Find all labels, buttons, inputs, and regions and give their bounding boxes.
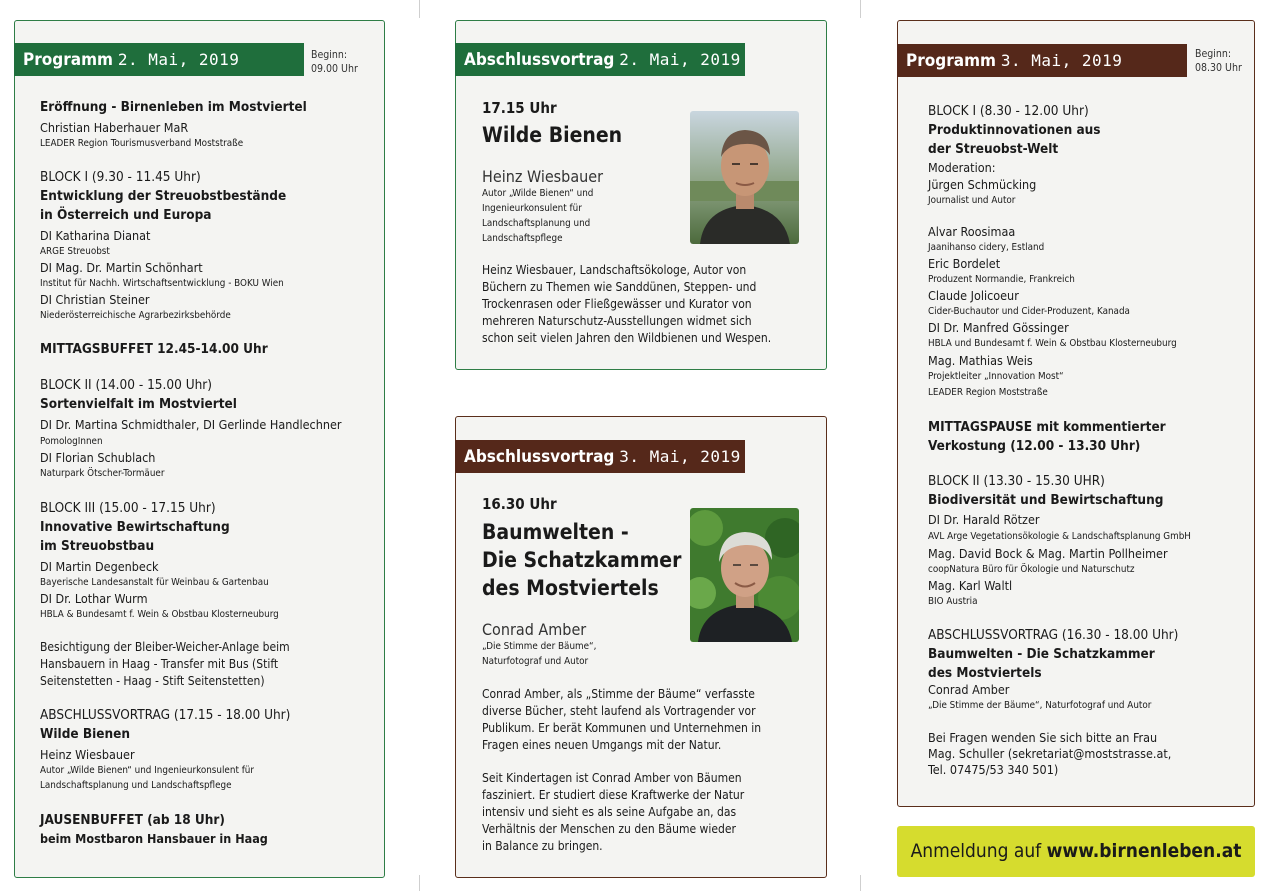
talk-description: Heinz Wiesbauer, Landschaftsökologe, Autor von (482, 263, 747, 277)
program-day2-header (897, 44, 1187, 77)
fold-mark (860, 875, 861, 891)
block-title: Entwicklung der Streuobstbestände (40, 188, 287, 204)
speaker-role: Autor „Wilde Bienen“ und (482, 188, 594, 199)
header-label: Programm (906, 51, 996, 71)
lunch-break: Verkostung (12.00 - 13.30 Uhr) (928, 438, 1141, 454)
speaker-org: Jaanihanso cidery, Estland (928, 242, 1045, 253)
speaker-org: Landschaftsplanung und Landschaftspflege (40, 780, 232, 791)
contact-email[interactable]: Mag. Schuller (sekretariat@moststrasse.at, (928, 746, 1172, 761)
block-title: in Österreich und Europa (40, 207, 212, 223)
beginn-label: Beginn: (1195, 48, 1232, 60)
speaker-org: HBLA & Bundesamt f. Wein & Obstbau Klosterneuburg (40, 609, 279, 620)
block-time: BLOCK III (15.00 - 17.15 Uhr) (40, 500, 216, 516)
speaker-name: Heinz Wiesbauer (40, 747, 135, 762)
speaker-org: Projektleiter „Innovation Most“ (928, 371, 1064, 382)
speaker-name: DI Christian Steiner (40, 292, 150, 307)
speaker-org: Autor „Wilde Bienen“ und Ingenieurkonsulent für (40, 765, 254, 776)
contact-phone: Tel. 07475/53 340 501) (928, 762, 1059, 777)
talk-description: Seit Kindertagen ist Conrad Amber von Bäumen (482, 771, 742, 785)
talk-description: in Balance zu bringen. (482, 839, 603, 853)
talk-description: Büchern zu Themen wie Sanddünen, Steppen- und (482, 280, 757, 294)
speaker-name: Conrad Amber (928, 682, 1010, 697)
talk2-header (455, 440, 745, 473)
beginn-day2 (1195, 47, 1242, 75)
talk-description: mehreren Naturschutz-Ausstellungen widmet sich (482, 314, 752, 328)
block-title: der Streuobst-Welt (928, 141, 1059, 157)
block-title: Sortenvielfalt im Mostviertel (40, 396, 237, 412)
block-time: BLOCK I (9.30 - 11.45 Uhr) (40, 169, 201, 185)
speaker-org: LEADER Region Tourismusverband Moststraße (40, 138, 244, 149)
talk-description: Verhältnis der Menschen zu den Bäume wieder (482, 822, 736, 836)
speaker-name: DI Dr. Lothar Wurm (40, 591, 148, 606)
talk-title: des Mostviertels (482, 576, 659, 600)
closing-title: Baumwelten - Die Schatzkammer (928, 646, 1155, 662)
speaker-org: AVL Arge Vegetationsökologie & Landschaftsplanung GmbH (928, 531, 1191, 542)
speaker-name: Mag. Karl Waltl (928, 578, 1013, 593)
speaker-name: DI Dr. Harald Rötzer (928, 512, 1040, 527)
block-title: Innovative Bewirtschaftung (40, 519, 230, 535)
block-title: Produktinnovationen aus (928, 122, 1101, 138)
speaker-name: Mag. Mathias Weis (928, 353, 1033, 368)
speaker-name: Alvar Roosimaa (928, 224, 1016, 239)
beginn-time: 09.00 Uhr (311, 63, 358, 75)
closing-time: ABSCHLUSSVORTRAG (16.30 - 18.00 Uhr) (928, 627, 1179, 643)
speaker-role: Landschaftsplanung und (482, 218, 591, 229)
header-date: 3. Mai, 2019 (1000, 51, 1123, 70)
jause-title: JAUSENBUFFET (ab 18 Uhr) (40, 812, 225, 828)
block-time: BLOCK I (8.30 - 12.00 Uhr) (928, 103, 1089, 119)
speaker-org: „Die Stimme der Bäume“, Naturfotograf und Autor (928, 700, 1152, 711)
speaker-org: Institut für Nachh. Wirtschaftsentwicklung - BOKU Wien (40, 278, 284, 289)
closing-title: des Mostviertels (928, 665, 1042, 681)
speaker-name: Jürgen Schmücking (928, 177, 1037, 192)
speaker-org: PomologInnen (40, 436, 103, 447)
block-time: BLOCK II (13.30 - 15.30 UHR) (928, 473, 1105, 489)
speaker-org: BIO Austria (928, 596, 978, 607)
lunch-break: MITTAGSPAUSE mit kommentierter (928, 419, 1166, 435)
talk1-header (455, 43, 745, 76)
moderation-label: Moderation: (928, 160, 996, 175)
portrait-image (690, 508, 799, 642)
visit-text: Seitenstetten - Haag - Stift Seitenstetten) (40, 674, 265, 688)
speaker-org: ARGE Streuobst (40, 246, 110, 257)
talk-description: diverse Bücher, steht laufend als Vortragender vor (482, 704, 756, 718)
speaker-org: LEADER Region Moststraße (928, 387, 1048, 398)
speaker-photo-amber (690, 508, 799, 642)
block-title: Biodiversität und Bewirtschaftung (928, 492, 1164, 508)
talk-description: Publikum. Er berät Kommunen und Unternehmen in (482, 721, 762, 735)
beginn-label: Beginn: (311, 49, 348, 61)
speaker-name: DI Katharina Dianat (40, 228, 151, 243)
talk-speaker: Heinz Wiesbauer (482, 167, 604, 186)
speaker-name: Mag. David Bock & Mag. Martin Pollheimer (928, 546, 1168, 561)
closing-title: Wilde Bienen (40, 726, 131, 742)
speaker-role: Landschaftspflege (482, 233, 563, 244)
speaker-org: coopNatura Büro für Ökologie und Naturschutz (928, 564, 1135, 575)
speaker-name: DI Florian Schublach (40, 450, 156, 465)
talk-time: 17.15 Uhr (482, 99, 557, 117)
block-title: im Streuobstbau (40, 538, 155, 554)
talk-time: 16.30 Uhr (482, 495, 557, 513)
lunch-break: MITTAGSBUFFET 12.45-14.00 Uhr (40, 341, 268, 357)
speaker-org: Cider-Buchautor und Cider-Produzent, Kanada (928, 306, 1130, 317)
talk-description: intensiv und sieht es als seine Aufgabe an, das (482, 805, 737, 819)
speaker-name: DI Dr. Martina Schmidthaler, DI Gerlinde Handlechner (40, 417, 342, 432)
talk-title: Baumwelten - (482, 520, 629, 544)
talk-description: Fragen eines neuen Umgangs mit der Natur. (482, 738, 722, 752)
jause-subtitle: beim Mostbaron Hansbauer in Haag (40, 831, 268, 846)
talk-description: Conrad Amber, als „Stimme der Bäume“ verfasste (482, 687, 755, 701)
beginn-time: 08.30 Uhr (1195, 62, 1242, 74)
header-label: Abschlussvortrag (464, 447, 615, 467)
opening-title: Eröffnung - Birnenleben im Mostviertel (40, 99, 307, 115)
visit-text: Besichtigung der Bleiber-Weicher-Anlage beim (40, 640, 290, 654)
beginn-day1 (311, 48, 358, 76)
speaker-name: Claude Jolicoeur (928, 288, 1019, 303)
header-label: Programm (23, 50, 113, 70)
visit-text: Hansbauern in Haag - Transfer mit Bus (Stift (40, 657, 279, 671)
speaker-org: Journalist und Autor (928, 195, 1016, 206)
fold-mark (860, 0, 861, 18)
header-date: 2. Mai, 2019 (117, 50, 240, 69)
speaker-name: DI Martin Degenbeck (40, 559, 159, 574)
header-label: Abschlussvortrag (464, 50, 615, 70)
registration-url[interactable]: www.birnenleben.at (1046, 840, 1242, 862)
talk-description: Trockenrasen oder Fließgewässer und Kurator von (482, 297, 752, 311)
talk-description: fasziniert. Er studiert diese Kraftwerke der Natur (482, 788, 745, 802)
speaker-org: Niederösterreichische Agrarbezirksbehörde (40, 310, 231, 321)
speaker-name: DI Dr. Manfred Gössinger (928, 320, 1069, 335)
fold-mark (419, 875, 420, 891)
talk-title: Wilde Bienen (482, 123, 623, 147)
speaker-org: Bayerische Landesanstalt für Weinbau & Gartenbau (40, 577, 269, 588)
talk-title: Die Schatzkammer (482, 548, 682, 572)
block-time: BLOCK II (14.00 - 15.00 Uhr) (40, 377, 213, 393)
speaker-org: HBLA und Bundesamt f. Wein & Obstbau Klosterneuburg (928, 338, 1177, 349)
speaker-role: „Die Stimme der Bäume“, (482, 641, 597, 652)
fold-mark (419, 0, 420, 18)
speaker-name: Eric Bordelet (928, 256, 1001, 271)
speaker-photo-wiesbauer (690, 111, 799, 244)
speaker-org: Naturpark Ötscher-Tormäuer (40, 468, 165, 479)
speaker-name: Christian Haberhauer MaR (40, 120, 189, 135)
closing-time: ABSCHLUSSVORTRAG (17.15 - 18.00 Uhr) (40, 707, 291, 723)
registration-banner[interactable] (897, 826, 1255, 877)
contact-text: Bei Fragen wenden Sie sich bitte an Frau (928, 730, 1158, 745)
registration-prefix: Anmeldung auf (910, 840, 1042, 862)
talk-speaker: Conrad Amber (482, 620, 587, 639)
speaker-name: DI Mag. Dr. Martin Schönhart (40, 260, 203, 275)
header-date: 3. Mai, 2019 (619, 447, 741, 466)
speaker-role: Ingenieurkonsulent für (482, 203, 582, 214)
talk-description: schon seit vielen Jahren den Wildbienen und Wespen. (482, 331, 772, 345)
program-day1-header (14, 43, 304, 76)
speaker-org: Produzent Normandie, Frankreich (928, 274, 1075, 285)
portrait-image (690, 111, 799, 244)
header-date: 2. Mai, 2019 (619, 50, 741, 69)
speaker-role: Naturfotograf und Autor (482, 656, 589, 667)
